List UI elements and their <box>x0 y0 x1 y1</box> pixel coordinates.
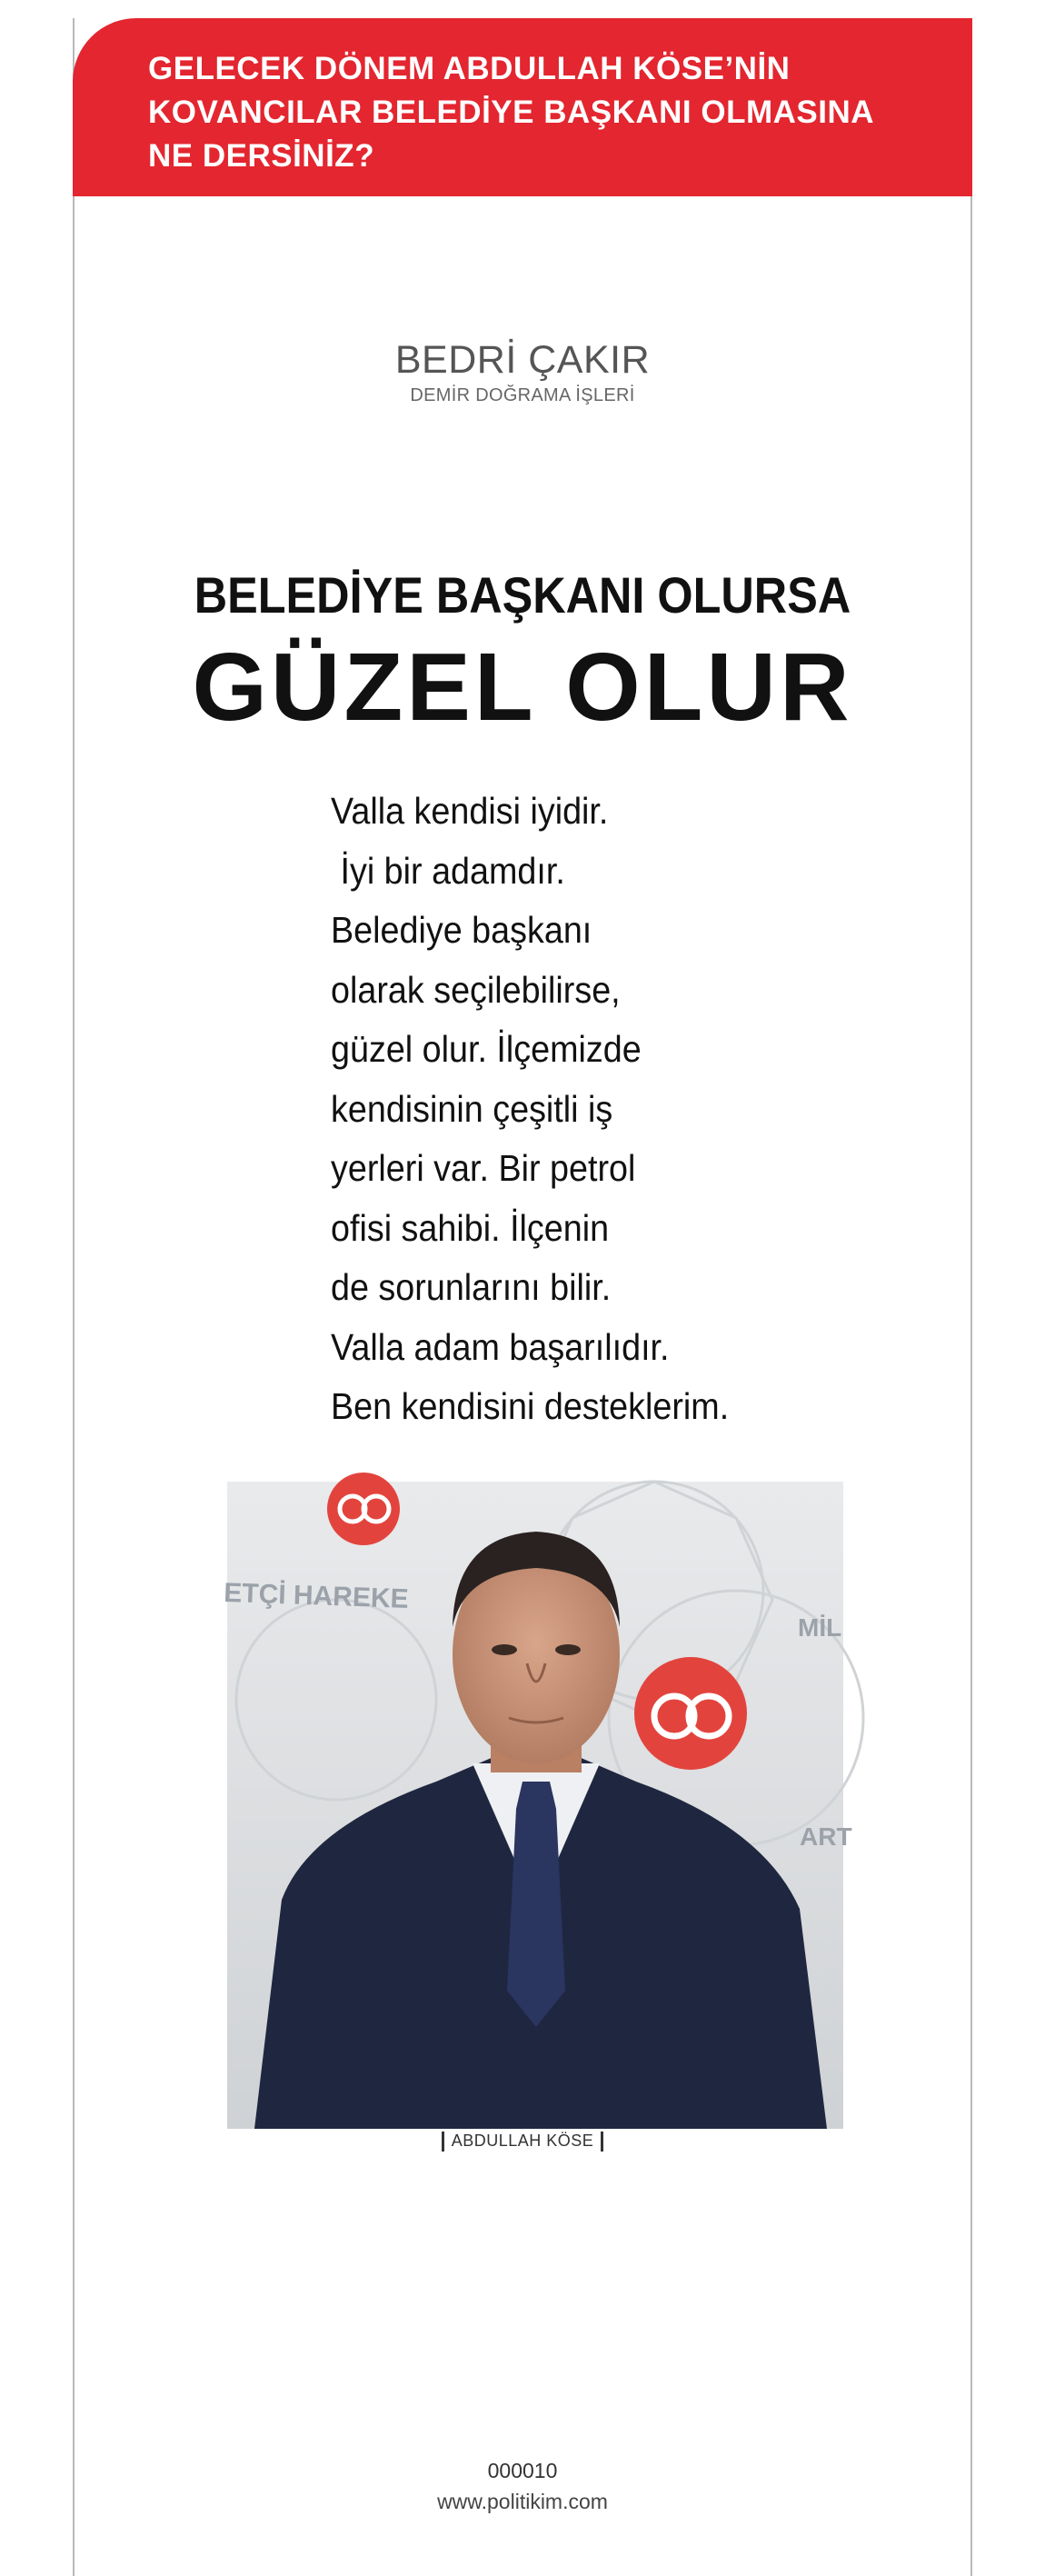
caption-divider <box>442 2132 444 2152</box>
caption-text: ABDULLAH KÖSE <box>451 2132 594 2150</box>
website-url: www.politikim.com <box>437 2490 608 2513</box>
party-logo-icon <box>634 1657 747 1770</box>
interviewee-block <box>0 336 1045 406</box>
quote-text <box>331 782 876 1437</box>
quote-line: Valla adam başarılıdır. <box>331 1325 670 1368</box>
photo-caption <box>0 2132 1045 2152</box>
headline-top: BELEDİYE BAŞKANI OLURSA <box>194 566 851 624</box>
quote-line: olarak seçilebilirse, <box>331 968 621 1011</box>
headline-main: GÜZEL OLUR <box>192 634 853 741</box>
page-footer <box>0 2455 1045 2517</box>
page-number: 000010 <box>487 2459 558 2482</box>
quote-line: İyi bir adamdır. <box>331 849 565 892</box>
banner-line: KOVANCILAR BELEDİYE BAŞKANI OLMASINA <box>148 95 875 130</box>
quote-line: güzel olur. İlçemizde <box>331 1028 642 1070</box>
quote-line: ofisi sahibi. İlçenin <box>331 1206 610 1249</box>
quote-line: Valla kendisi iyidir. <box>331 790 609 832</box>
banner-line: GELECEK DÖNEM ABDULLAH KÖSE’NİN <box>148 51 791 86</box>
banner-line: NE DERSİNİZ? <box>148 138 375 174</box>
backdrop-text: MİL <box>798 1613 842 1642</box>
quote-line: de sorunlarını bilir. <box>331 1266 612 1308</box>
quote-line: yerleri var. Bir petrol <box>331 1147 636 1189</box>
question-banner <box>73 18 972 196</box>
interviewee-occupation: DEMİR DOĞRAMA İŞLERİ <box>410 385 635 405</box>
quote-line: Ben kendisini desteklerim. <box>331 1385 730 1427</box>
quote-line: Belediye başkanı <box>331 909 592 951</box>
party-logo-icon <box>327 1473 400 1545</box>
backdrop-text: ETÇİ HAREKE <box>223 1577 410 1614</box>
interviewee-name: BEDRİ ÇAKIR <box>394 338 651 382</box>
portrait-photo <box>223 1482 852 2129</box>
quote-line: kendisinin çeşitli iş <box>331 1087 613 1130</box>
backdrop-text: ART <box>800 1822 852 1851</box>
portrait-illustration <box>223 1482 852 2129</box>
caption-divider <box>601 2132 603 2152</box>
